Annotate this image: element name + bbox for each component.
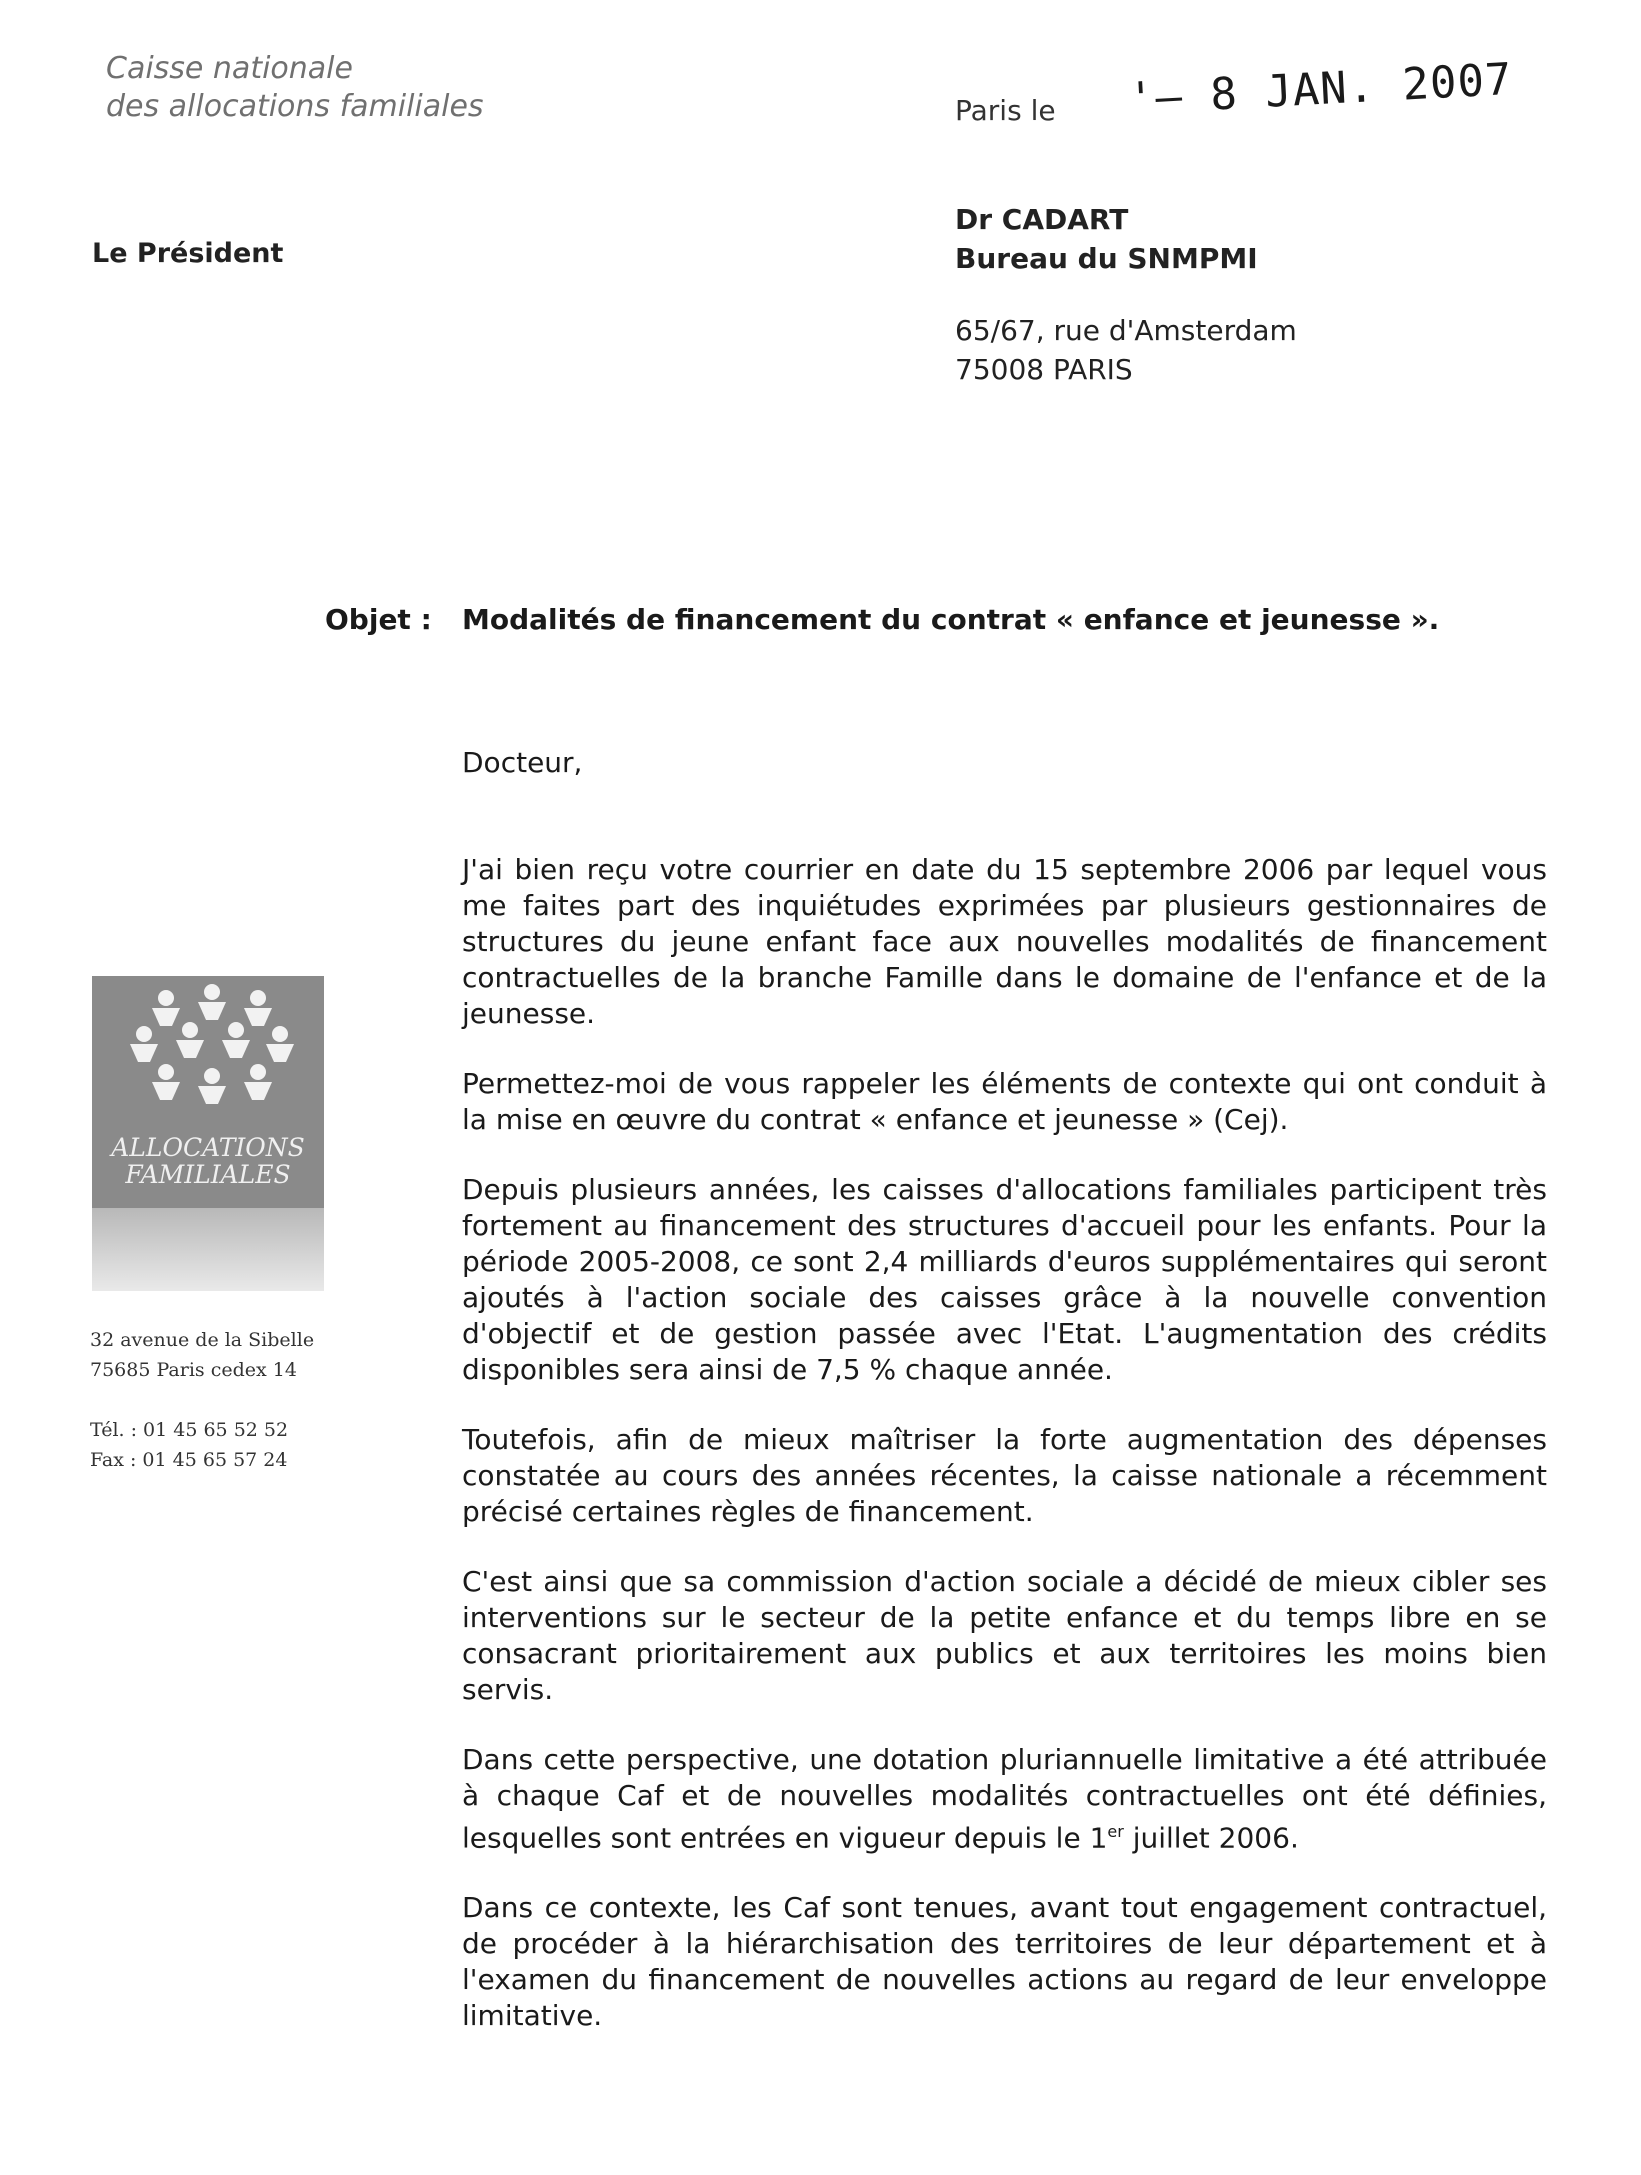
caf-logo [92, 976, 324, 1291]
paragraph-3: Depuis plusieurs années, les caisses d'allocations familiales participent très fortement au financement des structures d'accueil pour les enfants. Pour la période 2005-2008, ce sont 2,4 milliards d'euros supplémentaires qui seront ajoutés à l'action sociale des caisses grâce à la nouvelle convention d'objectif et de gestion passée avec l'Etat. L'augmentation des crédits disponibles sera ainsi de 7,5 % chaque année. [462, 1173, 1547, 1386]
paragraph-6-end: juillet 2006. [1123, 1821, 1299, 1855]
contact-street: 32 avenue de la Sibelle [90, 1329, 315, 1351]
paragraph-6-text: Dans cette perspective, une dotation pluriannuelle limitative a été attribuée à chaque Caf et de nouvelles modalités contractuelles ont été définies, lesquelles sont entrées en vigueur depuis le 1 [462, 1743, 1547, 1855]
organization-name [106, 50, 484, 126]
logo-line-1: ALLOCATIONS [111, 1133, 305, 1162]
paragraph-5: C'est ainsi que sa commission d'action sociale a décidé de mieux cibler ses interventions sur le secteur de la petite enfance et du temps libre en se consacrant prioritairement aux publics et aux territoires les moins bien servis. [462, 1565, 1547, 1706]
family-figures-icon [92, 976, 324, 1136]
contact-city: 75685 Paris cedex 14 [90, 1359, 297, 1381]
contact-spacer [90, 1385, 314, 1415]
paragraph-1: J'ai bien reçu votre courrier en date du 15 septembre 2006 par lequel vous me faites part des inquiétudes exprimées par plusieurs gestionnaires de structures du jeune enfant face aux nouvelles modalités de financement contractuelles de la branche Famille dans le domaine de l'enfance et de la jeunesse. [462, 853, 1547, 1030]
letter-body [462, 745, 1547, 2068]
paragraph-2: Permettez-moi de vous rappeler les éléments de contexte qui ont conduit à la mise en œuvre du contrat « enfance et jeunesse » (Cej). [462, 1067, 1547, 1136]
paragraph-4: Toutefois, afin de mieux maîtriser la forte augmentation des dépenses constatée au cours des années récentes, la caisse nationale a récemment précisé certaines règles de financement. [462, 1423, 1547, 1528]
salutation: Docteur, [462, 746, 583, 779]
logo-faded-band [92, 1208, 324, 1291]
recipient-address [955, 311, 1297, 389]
subject-label: Objet : [325, 603, 432, 636]
contact-tel: Tél. : 01 45 65 52 52 [90, 1419, 289, 1441]
paragraph-7: Dans ce contexte, les Caf sont tenues, avant tout engagement contractuel, de procéder à la hiérarchisation des territoires de leur département et à l'examen du financement de nouvelles actions au regard de leur enveloppe limitative. [462, 1891, 1547, 2033]
date-stamp: '– 8 JAN. 2007 [1126, 53, 1514, 125]
recipient-block [955, 200, 1258, 278]
recipient-street: 65/67, rue d'Amsterdam [955, 314, 1297, 347]
paragraph-6 [462, 1742, 1547, 1856]
org-line-1: Caisse nationale [106, 51, 353, 86]
org-line-2: des allocations familiales [106, 89, 484, 124]
logo-text [92, 1134, 324, 1188]
sender-title: Le Président [92, 238, 284, 269]
contact-fax: Fax : 01 45 65 57 24 [90, 1449, 288, 1471]
recipient-city: 75008 PARIS [955, 353, 1133, 386]
subject-text: Modalités de financement du contrat « enfance et jeunesse ». [462, 603, 1440, 636]
contact-block [90, 1325, 314, 1475]
recipient-name: Dr CADART [955, 203, 1129, 236]
logo-line-2: FAMILIALES [125, 1160, 291, 1189]
paragraph-6-superscript: er [1107, 1822, 1124, 1841]
recipient-office: Bureau du SNMPMI [955, 242, 1258, 275]
date-label: Paris le [955, 94, 1056, 127]
